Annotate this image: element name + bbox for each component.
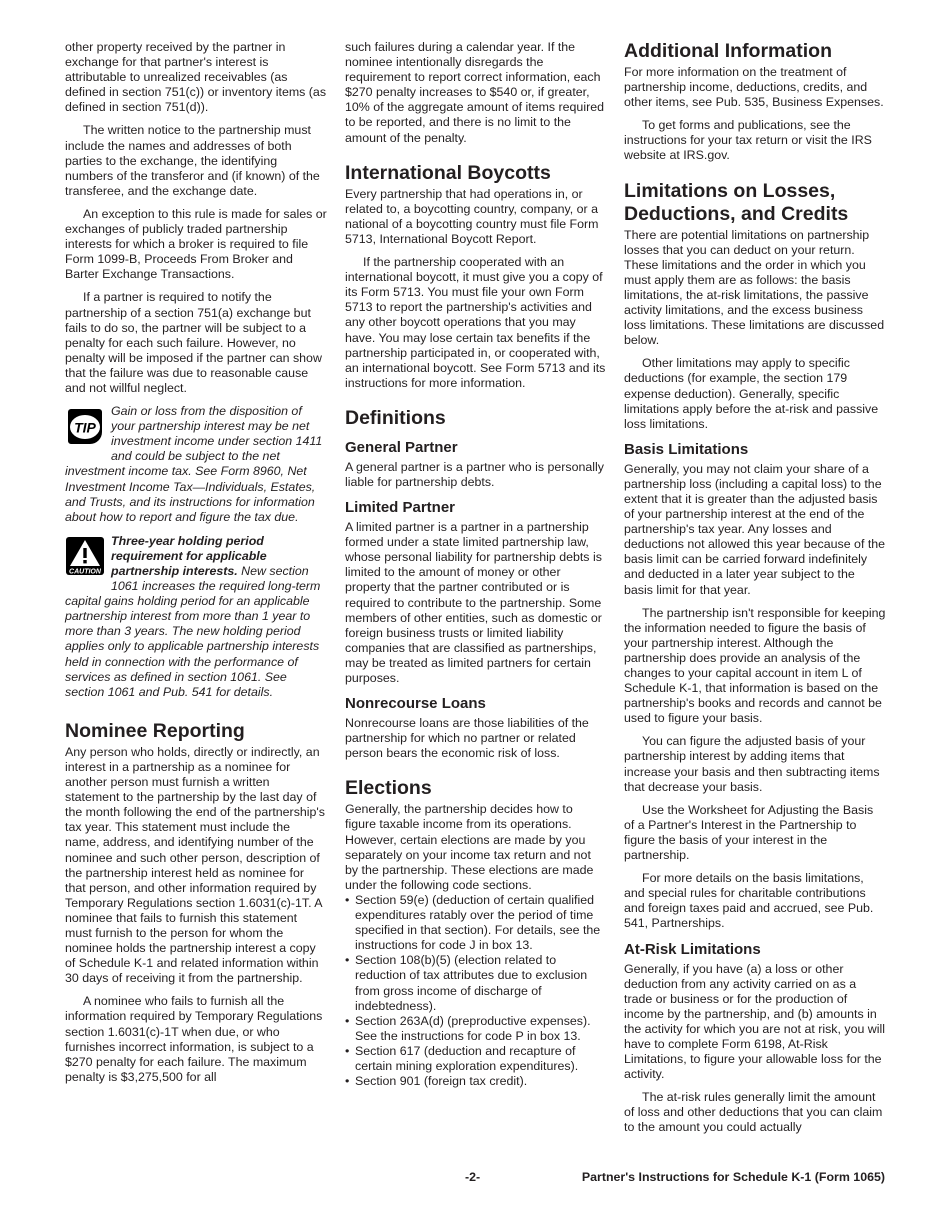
heading-limited-partner: Limited Partner: [345, 499, 456, 517]
paragraph: If the partnership cooperated with an international boycott, it must give you a copy of its Form 5713. You must file your own Form 5713 to report the partnership's activities and any other boycott operations that you may have. You may lose certain tax benefits if the partnership participated in, or cooperated with, an international boycott. See Form 5713 and its instructions for more information.: [345, 255, 606, 390]
paragraph: There are potential limitations on partnership losses that you can deduct on your return. These limitations and the order in which you must apply them are as follows: the basis limitations, the at-risk limitations, the passive activity limitations, and the excess business loss limitations. These limitations are discussed below.: [624, 227, 885, 348]
paragraph: A general partner is a partner who is personally liable for partnership debts.: [345, 459, 604, 489]
paragraph: The at-risk rules generally limit the amount of loss and other deductions that you can claim to the amount you could actually: [624, 1090, 883, 1135]
paragraph: other property received by the partner in exchange for that partner's interest is attributable to unrealized receivables (as defined in section 751(c)) or inventory items (as defined in section 751(d)).: [65, 40, 327, 115]
heading-nominee-reporting: Nominee Reporting: [65, 719, 245, 742]
paragraph: Generally, the partnership decides how to figure taxable income from its operations. However, certain elections are made by you separately on your income tax return and not by the partnership. These elections are made under the following code sections.: [345, 802, 594, 892]
column-middle: [345, 40, 607, 1089]
caution-icon: [65, 536, 105, 580]
bullet-icon: •: [345, 892, 350, 907]
page-number: -2-: [465, 1170, 481, 1184]
paragraph: To get forms and publications, see the instructions for your tax return or visit the IRS website at IRS.gov.: [624, 118, 872, 163]
paragraph: Use the Worksheet for Adjusting the Basis of a Partner's Interest in the Partnership to figure the basis of your interest in the partnership.: [624, 802, 874, 863]
bullet-icon: •: [345, 953, 350, 968]
heading-basis-limitations: Basis Limitations: [624, 440, 749, 458]
paragraph: You can figure the adjusted basis of your partnership interest by adding items that increase your basis and then subtracting items that decrease your basis.: [624, 734, 880, 794]
bullet-icon: •: [345, 1043, 350, 1058]
paragraph: Generally, you may not claim your share of a partnership loss (including a capital loss) to the extent that it is greater than the adjusted basis of your partnership interest at the end of the partnership's tax year. Any losses and deductions not allowed this year because of the basis limit can be carried forward indefinitely and deducted in a later year subject to the basis limit for that year.: [624, 461, 886, 597]
paragraph: An exception to this rule is made for sales or exchanges of publicly traded partnership interests for which a broker is required to file Form 1099-B, Proceeds From Broker and Barter Exchange Transactions.: [65, 206, 327, 282]
tip-icon: [65, 406, 105, 450]
list-item: • Section 59(e) (deduction of certain qualified expenditures ratably over the period of time specified in that section). For details, see the instructions for code J in box 13.: [345, 892, 601, 953]
paragraph: Any person who holds, directly or indirectly, an interest in a partnership as a nominee for another person must furnish a written statement to the partnership by the last day of the month following the end of the partnership's tax year. This statement must include the name, address, and identifying number of the nominee and such other person, description of the partnership interest held as nominee for that person, and other information required by Temporary Regulations section 1.6031(c)-1T. A nominee that fails to furnish this statement must furnish to the person for whom the nominee holds the partnership interest a copy of Schedule K-1 and related information within 30 days of receiving it from the partnership.: [65, 744, 325, 986]
elections-list: [345, 893, 607, 1089]
heading-limitations: Limitations on Losses, Deductions, and Credits: [624, 179, 849, 225]
paragraph: The written notice to the partnership must include the names and addresses of both parties to the exchange, the identifying numbers of the transferor and (if known) of the transferee, and the exchange date.: [65, 123, 320, 198]
heading-general-partner: General Partner: [345, 438, 458, 456]
heading-international-boycotts: International Boycotts: [345, 161, 551, 184]
paragraph: A limited partner is a partner in a partnership formed under a state limited partnership law, whose personal liability for partnership debts is limited to the amount of money or other property that the partner contributed or is required to contribute to the partnership. Some members of other entities, such as domestic or foreign business trusts or limited liability companies that are classified as partnerships, may be treated as limited partners for certain purposes.: [345, 520, 602, 685]
paragraph: For more information on the treatment of partnership income, deductions, credits, and other items, see Pub. 535, Business Expenses.: [624, 65, 884, 110]
paragraph: Other limitations may apply to specific deductions (for example, the section 179 expense deduction). Generally, specific limitations apply before the at-risk and passive loss limitations.: [624, 356, 879, 431]
list-item: • Section 901 (foreign tax credit).: [345, 1074, 528, 1089]
heading-at-risk-limitations: At-Risk Limitations: [624, 940, 761, 958]
paragraph: Nonrecourse loans are those liabilities of the partnership for which no partner or related person bears the economic risk of loss.: [345, 716, 589, 761]
caution-note: [65, 534, 327, 700]
list-item: • Section 617 (deduction and recapture of certain mining exploration expenditures).: [345, 1043, 579, 1073]
caution-icon-label: CAUTION: [69, 568, 101, 576]
heading-definitions: Definitions: [345, 406, 446, 429]
list-item: • Section 263A(d) (preproductive expenses). See the instructions for code P in box 13.: [345, 1013, 591, 1043]
heading-nonrecourse-loans: Nonrecourse Loans: [345, 695, 486, 713]
paragraph: If a partner is required to notify the partnership of a section 751(a) exchange but fails to do so, the partner will be subject to a penalty for each such failure. However, no penalty will be imposed if the partner can show that the failure was due to reasonable cause and not willful neglect.: [65, 290, 322, 395]
tip-icon-label: TIP: [74, 419, 96, 436]
caution-bold: Three-year holding period requirement for applicable partnership interests.: [111, 533, 267, 578]
paragraph: Every partnership that had operations in, or related to, a boycotting country, company, or a national of a boycotting country must file Form 5713, International Boycott Report.: [345, 186, 599, 246]
bullet-icon: •: [345, 1013, 350, 1028]
paragraph: For more details on the basis limitations, and special rules for charitable contributions and foreign taxes paid and accrued, see Pub. 541, Partnerships.: [624, 871, 874, 931]
caution-text: New section 1061 increases the required long-term capital gains holding period for an applicable partnership interest from more than 1 year to more than 3 years. The new holding period applies only to applicable partnership interests held in connection with the performance of services as defined in section 1061. See section 1061 and Pub. 541 for details.: [65, 564, 321, 699]
column-left: [65, 40, 327, 1093]
footer-title: Partner's Instructions for Schedule K-1 (Form 1065): [581, 1170, 885, 1184]
heading-additional-information: Additional Information: [624, 40, 832, 62]
column-right: [624, 40, 886, 1144]
tip-text: Gain or loss from the disposition of your partnership interest may be net investment income under section 1411 and could be subject to the net investment income tax. See Form 8960, Net Investment Income Tax—Individuals, Estates, and Trusts, and its instructions for information about how to report and figure the tax due.: [65, 404, 323, 524]
paragraph: Generally, if you have (a) a loss or other deduction from any activity carried on as a trade or business or for the production of income by the partnership, and (b) amounts in the activity for which you are not at risk, you will have to complete Form 6198, At-Risk Limitations, to figure your allowable loss for the activity.: [624, 961, 885, 1082]
tip-note: [65, 404, 327, 525]
paragraph: The partnership isn't responsible for keeping the information needed to figure the basis of your partnership interest. Although the partnership does provide an analysis of the changes to your capital account in item L of Schedule K-1, that information is based on the partnership's books and records and cannot be used to figure your basis.: [624, 605, 886, 726]
bullet-icon: •: [345, 1074, 350, 1089]
paragraph: such failures during a calendar year. If the nominee intentionally disregards the requirement to report correct information, each $270 penalty increases to $540 or, if greater, 10% of the aggregate amount of items required to be reported, and there is no limit to the amount of the penalty.: [345, 40, 604, 145]
heading-elections: Elections: [345, 777, 432, 800]
list-item: • Section 108(b)(5) (election related to reduction of tax attributes due to exclusion from gross income of discharge of indebtedness).: [345, 953, 588, 1013]
paragraph: A nominee who fails to furnish all the information required by Temporary Regulations section 1.6031(c)-1T when due, or who furnishes incorrect information, is subject to a $270 penalty for each failure. The maximum penalty is $3,275,500 for all: [65, 994, 323, 1084]
